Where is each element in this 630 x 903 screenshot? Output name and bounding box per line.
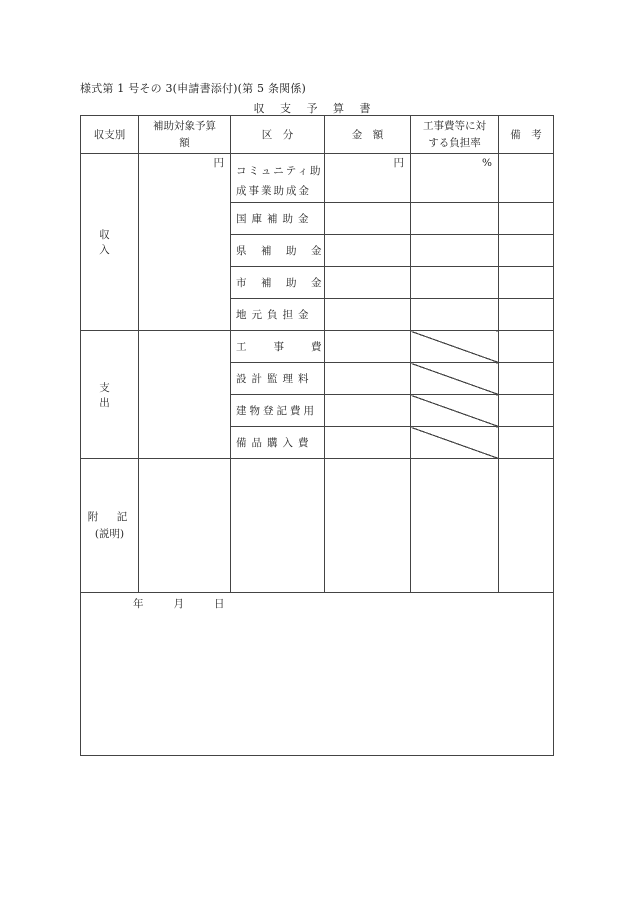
- remarks-cell: [499, 331, 554, 363]
- unit-yen: 円: [213, 157, 224, 169]
- header-category: 収支別: [81, 116, 139, 154]
- ratio-cell: [411, 299, 499, 331]
- remarks-cell: [499, 363, 554, 395]
- note-cell: [139, 459, 231, 593]
- expense-label: 支 出: [81, 331, 139, 459]
- expense-item-design-supervision: 設計監理料: [231, 363, 325, 395]
- expense-item-equipment: 備品購入費: [231, 427, 325, 459]
- table-row: [81, 331, 554, 363]
- date-year: 年: [133, 598, 146, 610]
- note-label: [81, 459, 139, 593]
- date-cell: [81, 593, 554, 756]
- amount-cell: [325, 235, 411, 267]
- remarks-cell: [499, 299, 554, 331]
- income-amount-cell: [325, 154, 411, 203]
- unit-yen: 円: [393, 157, 404, 169]
- header-target-amount-line2: 額: [179, 136, 190, 149]
- amount-cell: [325, 395, 411, 427]
- ratio-cell: [411, 267, 499, 299]
- income-item-national-subsidy: 国庫補助金: [231, 203, 325, 235]
- budget-table: [80, 115, 554, 756]
- income-item-line2: 成事業助成金: [236, 185, 311, 197]
- income-item-city-subsidy: 市 補 助 金: [231, 267, 325, 299]
- note-cell: [499, 459, 554, 593]
- ratio-cell: [411, 235, 499, 267]
- amount-cell: [325, 267, 411, 299]
- date-row: [81, 593, 554, 756]
- income-ratio-cell: [411, 154, 499, 203]
- ratio-cell-struck: [411, 395, 499, 427]
- income-item-local-burden: 地元負担金: [231, 299, 325, 331]
- note-row: [81, 459, 554, 593]
- note-label-line2: (説明): [94, 527, 125, 540]
- income-label: 収 入: [81, 154, 139, 331]
- amount-cell: [325, 299, 411, 331]
- header-amount: 金 額: [325, 116, 411, 154]
- remarks-cell: [499, 267, 554, 299]
- note-label-line1: 附 記: [87, 510, 132, 523]
- ratio-cell-struck: [411, 363, 499, 395]
- header-division: 区 分: [231, 116, 325, 154]
- income-item-line1: コミュニティ助: [236, 165, 323, 177]
- date-line: [81, 593, 553, 611]
- header-target-amount: [139, 116, 231, 154]
- date-day: 日: [214, 598, 227, 610]
- remarks-cell: [499, 427, 554, 459]
- amount-cell: [325, 427, 411, 459]
- expense-item-registration: 建物登記費用: [231, 395, 325, 427]
- remarks-cell: [499, 154, 554, 203]
- income-target-amount: [139, 154, 231, 331]
- expense-item-construction: 工 事 費: [231, 331, 325, 363]
- expense-target-amount: [139, 331, 231, 459]
- remarks-cell: [499, 395, 554, 427]
- document-title: 収 支 予 算 書: [253, 102, 377, 115]
- amount-cell: [325, 363, 411, 395]
- income-item-community-grant: [231, 154, 325, 203]
- ratio-cell-struck: [411, 427, 499, 459]
- header-row: [81, 116, 554, 154]
- header-ratio-line1: 工事費等に対: [423, 119, 486, 132]
- header-ratio-line2: する負担率: [428, 136, 481, 149]
- note-cell: [231, 459, 325, 593]
- amount-cell: [325, 331, 411, 363]
- header-ratio: [411, 116, 499, 154]
- date-month: 月: [173, 598, 186, 610]
- remarks-cell: [499, 235, 554, 267]
- remarks-cell: [499, 203, 554, 235]
- ratio-cell: [411, 203, 499, 235]
- table-row: [81, 154, 554, 203]
- amount-cell: [325, 203, 411, 235]
- unit-percent: %: [482, 157, 492, 169]
- note-cell: [325, 459, 411, 593]
- note-cell: [411, 459, 499, 593]
- income-item-prefecture-subsidy: 県 補 助 金: [231, 235, 325, 267]
- header-remarks: 備 考: [499, 116, 554, 154]
- header-target-amount-line1: 補助対象予算: [153, 119, 216, 132]
- form-reference: 様式第 1 号その 3(申請書添付)(第 5 条関係): [80, 82, 307, 95]
- ratio-cell-struck: [411, 331, 499, 363]
